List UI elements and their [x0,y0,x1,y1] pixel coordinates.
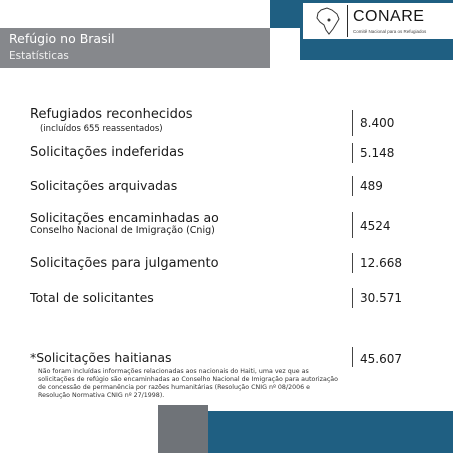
page-subtitle: Estatísticas [9,50,69,62]
indeferidas-divider [352,143,353,163]
encaminhadas-divider [352,212,353,238]
reconhecidos-label: Refugiados reconhecidos [30,107,193,122]
arquivadas-label: Solicitações arquivadas [30,178,178,193]
footer-white-strip [208,405,453,411]
footnote: Não foram incluídas informações relacionadas aos nacionais do Haiti, uma vez que as solicitações de refúgio são encaminhadas ao Conselho Nacional de Imigração para autorização de concessão de permanência por razões humanitárias (Resolução CNIG nº 08/2006 e Resolução Normativa CNIG nº 27/1998). [38,368,339,399]
encaminhadas-label-line2: Conselho Nacional de Imigração (Cnig) [30,225,215,236]
encaminhadas-label: Solicitações encaminhadas ao [30,210,219,225]
logo-name: CONARE [353,8,425,25]
reconhecidos-divider [352,110,353,136]
header-blue-accent [270,0,303,28]
julgamento-value: 12.668 [360,256,402,270]
title-box [0,28,270,68]
arquivadas-divider [352,176,353,196]
brazil-map-icon [315,6,341,36]
haitianos-label: *Solicitações haitianas [30,350,172,365]
total-label: Total de solicitantes [30,290,154,305]
page-title: Refúgio no Brasil [9,31,115,46]
haitianos-divider [352,347,353,367]
logo-tagline: Comitê Nacional para os Refugiados [353,29,427,34]
reconhecidos-note: (incluídos 655 reassentados) [40,124,163,134]
footer-gray-band [158,405,208,453]
julgamento-divider [352,253,353,273]
arquivadas-value: 489 [360,179,383,193]
conare-logo [303,3,453,39]
encaminhadas-value: 4524 [360,219,391,233]
haitianos-value: 45.607 [360,352,402,366]
logo-divider [347,5,348,37]
julgamento-label: Solicitações para julgamento [30,256,219,271]
reconhecidos-value: 8.400 [360,116,395,130]
indeferidas-label: Solicitações indeferidas [30,145,184,160]
total-value: 30.571 [360,291,402,305]
indeferidas-value: 5.148 [360,146,395,160]
total-divider [352,288,353,308]
